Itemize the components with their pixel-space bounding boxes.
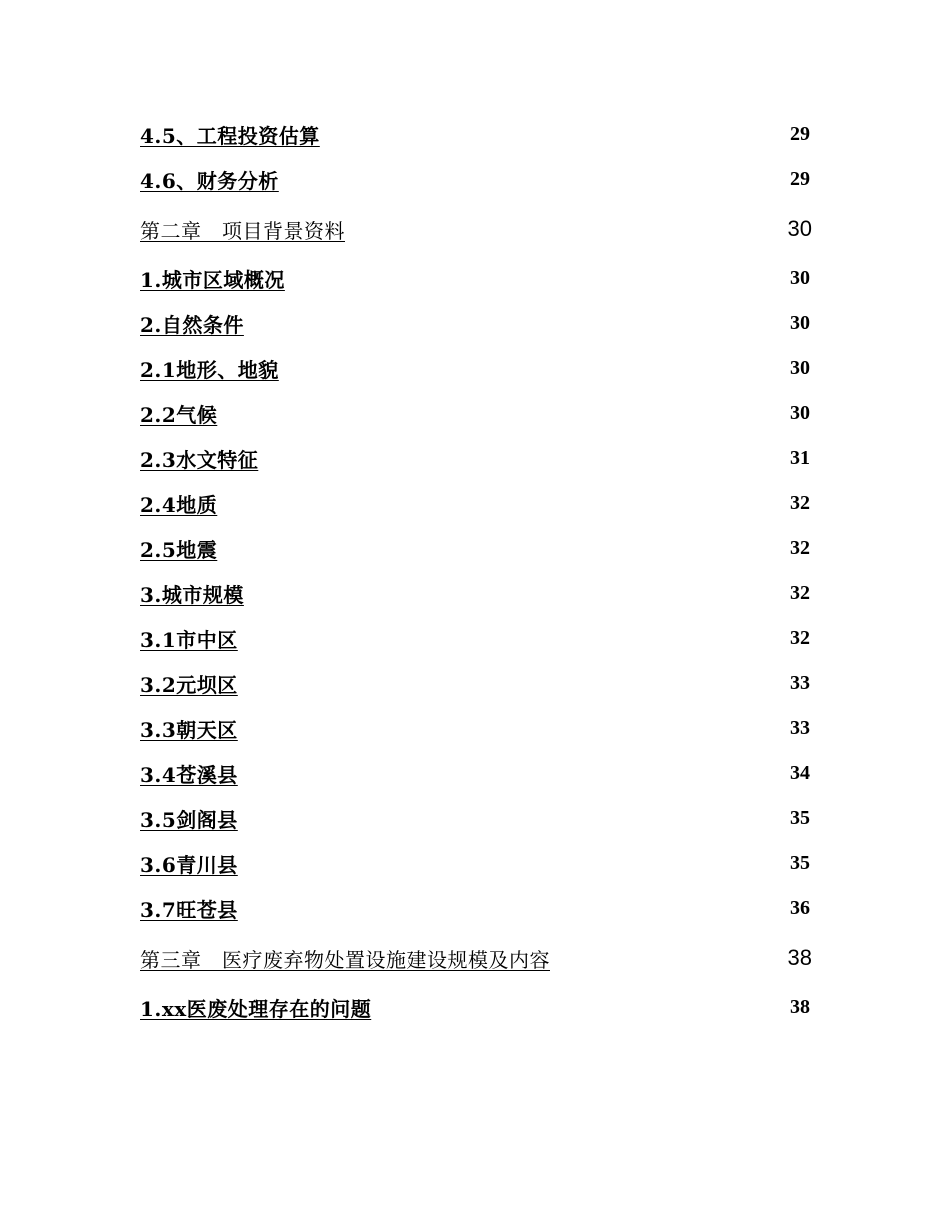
toc-entry-page: 38	[787, 945, 812, 970]
toc-entry[interactable]	[140, 796, 812, 841]
toc-entry-title[interactable]: 2.自然条件	[140, 313, 244, 337]
toc-entry-page: 30	[790, 312, 810, 334]
toc-entry[interactable]	[140, 526, 812, 571]
toc-entry-title[interactable]: 2.3水文特征	[140, 448, 259, 472]
toc-entry-page: 32	[790, 492, 810, 514]
toc-entry-page: 33	[790, 672, 810, 694]
toc-chapter-title[interactable]: 第二章 项目背景资料	[140, 218, 345, 243]
toc-entry-title[interactable]: 4.5、工程投资估算	[140, 124, 320, 148]
toc-entry[interactable]	[140, 256, 812, 301]
toc-entry-title[interactable]: 3.6青川县	[140, 853, 238, 877]
toc-entry[interactable]	[140, 571, 812, 616]
toc-entry[interactable]	[140, 616, 812, 661]
toc-entry-page: 29	[790, 123, 810, 145]
toc-chapter-entry[interactable]	[140, 202, 812, 256]
toc-entry-title[interactable]: 3.5剑阁县	[140, 808, 238, 832]
toc-entry[interactable]	[140, 481, 812, 526]
toc-entry-page: 36	[790, 897, 810, 919]
toc-entry-title[interactable]: 2.4地质	[140, 493, 218, 517]
toc-entry[interactable]	[140, 886, 812, 931]
toc-entry-page: 33	[790, 717, 810, 739]
toc-entry-title[interactable]: 3.2元坝区	[140, 673, 238, 697]
toc-entry-page: 30	[790, 357, 810, 379]
toc-entry-title[interactable]: 3.城市规模	[140, 583, 244, 607]
toc-entry-title[interactable]: 1.xx医废处理存在的问题	[140, 997, 372, 1021]
toc-entry-title[interactable]: 1.城市区域概况	[140, 268, 285, 292]
toc-entry-title[interactable]: 2.2气候	[140, 403, 218, 427]
toc-entry[interactable]	[140, 157, 812, 202]
toc-entry-title[interactable]: 4.6、财务分析	[140, 169, 279, 193]
toc-entry-title[interactable]: 3.3朝天区	[140, 718, 238, 742]
toc-entry-page: 32	[790, 627, 810, 649]
toc-entry-page: 35	[790, 807, 810, 829]
toc-entry-title[interactable]: 3.4苍溪县	[140, 763, 238, 787]
toc-entry-page: 30	[787, 216, 812, 241]
toc-entry-page: 30	[790, 402, 810, 424]
toc-entry[interactable]	[140, 751, 812, 796]
toc-entry-page: 38	[790, 996, 810, 1018]
toc-entry[interactable]	[140, 112, 812, 157]
toc-entry-page: 34	[790, 762, 810, 784]
toc-entry[interactable]	[140, 841, 812, 886]
toc-entry[interactable]	[140, 346, 812, 391]
toc-entry[interactable]	[140, 661, 812, 706]
toc-entry[interactable]	[140, 985, 812, 1030]
toc-entry-title[interactable]: 3.1市中区	[140, 628, 238, 652]
toc-entry-page: 32	[790, 537, 810, 559]
table-of-contents	[140, 112, 812, 1030]
toc-entry-page: 30	[790, 267, 810, 289]
toc-entry-page: 29	[790, 168, 810, 190]
toc-entry-page: 32	[790, 582, 810, 604]
toc-entry-title[interactable]: 3.7旺苍县	[140, 898, 238, 922]
toc-entry-title[interactable]: 2.5地震	[140, 538, 218, 562]
toc-chapter-title[interactable]: 第三章 医疗废弃物处置设施建设规模及内容	[140, 947, 550, 972]
toc-chapter-entry[interactable]	[140, 931, 812, 985]
toc-entry[interactable]	[140, 301, 812, 346]
toc-entry[interactable]	[140, 706, 812, 751]
toc-entry[interactable]	[140, 391, 812, 436]
toc-entry[interactable]	[140, 436, 812, 481]
toc-entry-page: 31	[790, 447, 810, 469]
toc-entry-page: 35	[790, 852, 810, 874]
toc-entry-title[interactable]: 2.1地形、地貌	[140, 358, 279, 382]
